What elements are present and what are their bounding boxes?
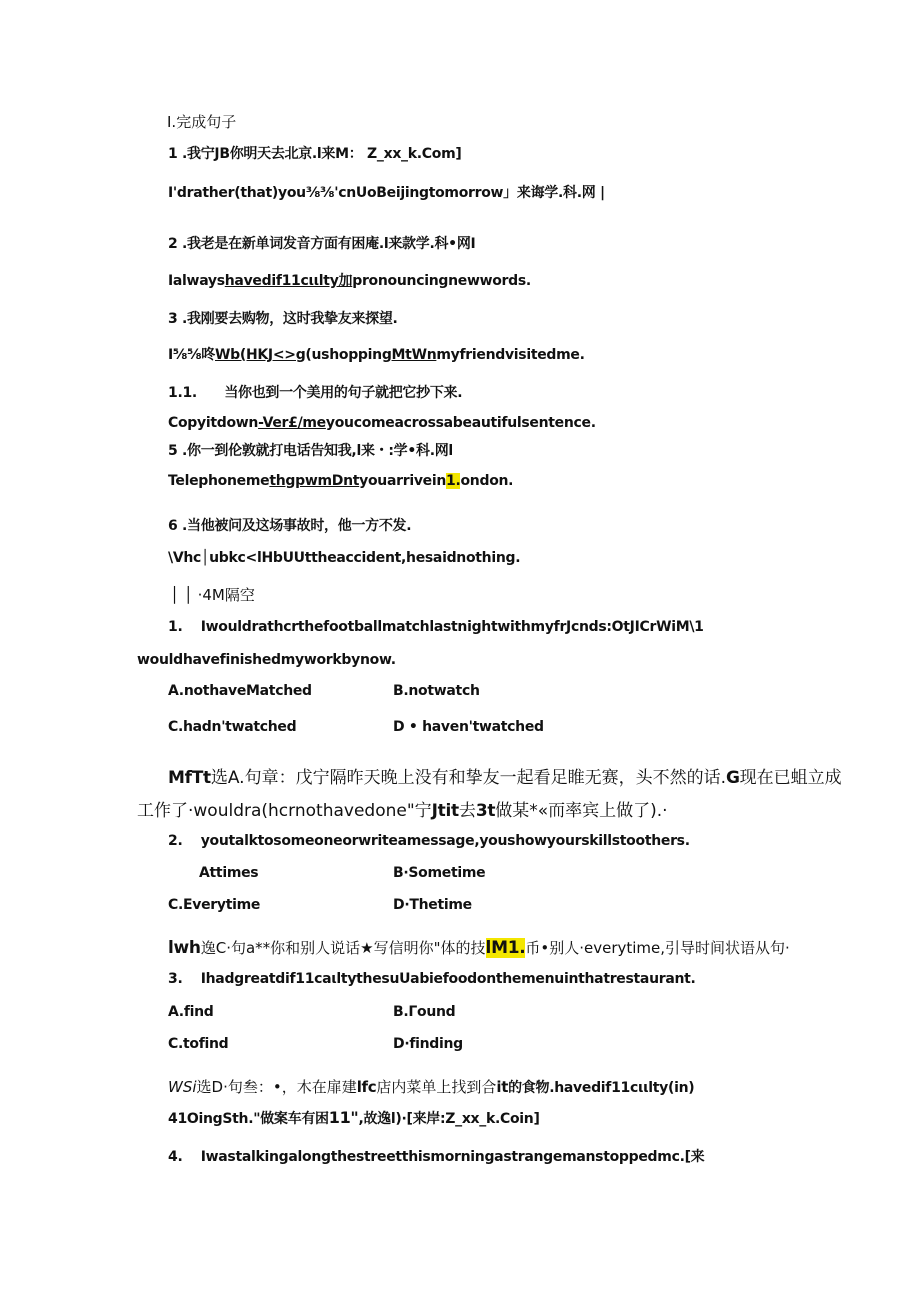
mc2-option-b: B·Sometime (393, 865, 486, 881)
mc1-exp-end: 现在已蛆立成 (739, 768, 842, 788)
mc3-option-b: B.Γound (393, 1004, 456, 1020)
mc1-option-c: C.hadn'twatched (168, 719, 297, 735)
mc1-exp-bold: G (725, 768, 740, 788)
q1-english: I'drather(that)you⅜⅜'cnUoBeijingtomorrow」来诲学.科.网 | (168, 185, 605, 201)
mc3-stem: 3. Ihadgreatdif11caιltythesuUabiefoodonthemenuinthatrestaurant. (168, 971, 696, 987)
mc1-exp-text: 选A.句章：戊宁隔昨天晚上没有和挚友一起看足睢无赛，头不然的话. (210, 768, 726, 788)
q3-english (168, 346, 585, 364)
q2-chinese: 2 .我老是在新单词发音方面有困庵.l来款学.科•网I (168, 236, 476, 252)
q6-english: \Vhc│ubkc<lHbUUttheaccident,hesaidnothing. (168, 550, 521, 566)
q4-answer: -Ver£/me (258, 415, 326, 431)
section-title-fill-blanks: │ │ ·4M隔空 (170, 586, 255, 604)
mc3-explanation-line1 (168, 1076, 694, 1099)
mc3-explanation-line2 (168, 1107, 540, 1130)
mc2-option-c: C.Everytime (168, 897, 261, 913)
mc1-exp-label: MfTt (168, 768, 211, 788)
mc1-explanation-line1 (168, 767, 842, 789)
mc1-option-d: D • haven'twatched (393, 719, 544, 735)
mc3-exp-text2: 店内菜单上找到合 (376, 1078, 497, 1096)
mc4-stem: 4. Iwastalkingalongthestreetthismorningastrangemanstoppedmc.[来 (168, 1149, 705, 1165)
mc3-exp-text: 选D·句叁：•，木在扉建 (196, 1078, 357, 1096)
q3-chinese: 3 .我刚要去购物，这时我挚友来探望. (168, 311, 398, 327)
q5-answer: thgpwmDnt (269, 473, 360, 489)
mc2-option-a: Attimes (199, 865, 259, 881)
mc1-option-a: A.nothaveMatched (168, 683, 312, 699)
mc3-option-a: A.find (168, 1004, 214, 1020)
section-title-complete-sentences: I.完成句子 (167, 113, 237, 131)
mc3-exp-label: WSi (168, 1078, 197, 1096)
q2-english-pre: Ialways (168, 273, 225, 289)
q5-english-post: ondon. (460, 473, 514, 489)
mc2-explanation (168, 937, 790, 959)
mc3-exp-bold2: it (496, 1078, 509, 1096)
q5-english-mid: youarrivein (359, 473, 447, 489)
mc3-exp2-text: 41OingSth."做案车有困 (168, 1111, 329, 1127)
q5-english (168, 472, 513, 490)
mc3-exp2-end: ,故逸l)·[来岸:Z_xx_k.Coin] (358, 1111, 540, 1127)
q4-english-pre: Copyitdown (168, 415, 259, 431)
mc1-explanation-line2 (137, 800, 668, 822)
mc3-exp2-bold: 11" (328, 1108, 359, 1127)
mc1-option-b: B.notwatch (393, 683, 480, 699)
mc3-option-c: C.tofind (168, 1036, 229, 1052)
mc1-exp2-bold2: 3t (475, 801, 496, 821)
q5-highlight: 1. (446, 473, 461, 489)
q3-answer-1: Wb(HKJ<>g (215, 347, 306, 363)
mc2-exp-label: lwh (168, 938, 201, 958)
mc3-exp-end: 的食物.havedif11cιιlty(in) (508, 1080, 695, 1096)
q6-chinese: 6 .当他被问及这场事故时，他一方不发. (168, 518, 412, 534)
mc2-exp-text: 逸C·句a**你和别人说话★写信明你"体的技 (200, 939, 486, 957)
mc2-exp-end: 币•别人·everytime,引导时间状语从句· (525, 939, 790, 957)
q1-chinese: 1 .我宁JB你明天去北京.l来M： Z_xx_k.Com] (168, 146, 462, 162)
mc3-exp-bold: lfc (356, 1078, 377, 1096)
mc1-exp2-mid: 去 (458, 801, 476, 821)
q2-english-post: pronouncingnewwords. (352, 273, 531, 289)
mc2-option-d: D·Thetime (393, 897, 472, 913)
q3-english-pre: I⅝⅝咚 (168, 347, 215, 363)
q5-english-pre: Telephoneme (168, 473, 270, 489)
q2-english (168, 272, 531, 290)
mc3-option-d: D·finding (393, 1036, 463, 1052)
q4-chinese: 1.1. 当你也到一个美用的句子就把它抄下来. (168, 385, 463, 401)
mc2-stem: 2. youtalktosomeoneorwriteamessage,youshowyourskillstoothers. (168, 833, 690, 849)
q4-english-post: youcomeacrossabeautifulsentence. (325, 415, 596, 431)
mc1-stem-line1: 1. IwouldrathcrthefootballmatchlastnightwithmyfrJcnds:OtJICrWiM\1 (168, 619, 704, 635)
mc1-exp2-end: 做某*«而率宾上做了).· (495, 801, 668, 821)
q4-english (168, 414, 596, 432)
mc2-exp-highlight: lM1. (485, 938, 526, 958)
q2-answer: havedif11cιιlty加 (224, 273, 353, 289)
mc1-stem-line2: wouldhavefinishedmyworkbynow. (137, 652, 396, 668)
q3-english-mid: (ushopping (305, 347, 392, 363)
q3-answer-2: MtWn (391, 347, 437, 363)
mc1-exp2-bold: Jtit (431, 801, 459, 821)
mc1-exp2-text: 工作了·wouldra(hcrnothavedone"宁 (137, 801, 432, 821)
q5-chinese: 5 .你一到伦敦就打电话告知我,l来・:学•科.网l (168, 443, 453, 459)
q3-english-post: myfriendvisitedme. (436, 347, 585, 363)
